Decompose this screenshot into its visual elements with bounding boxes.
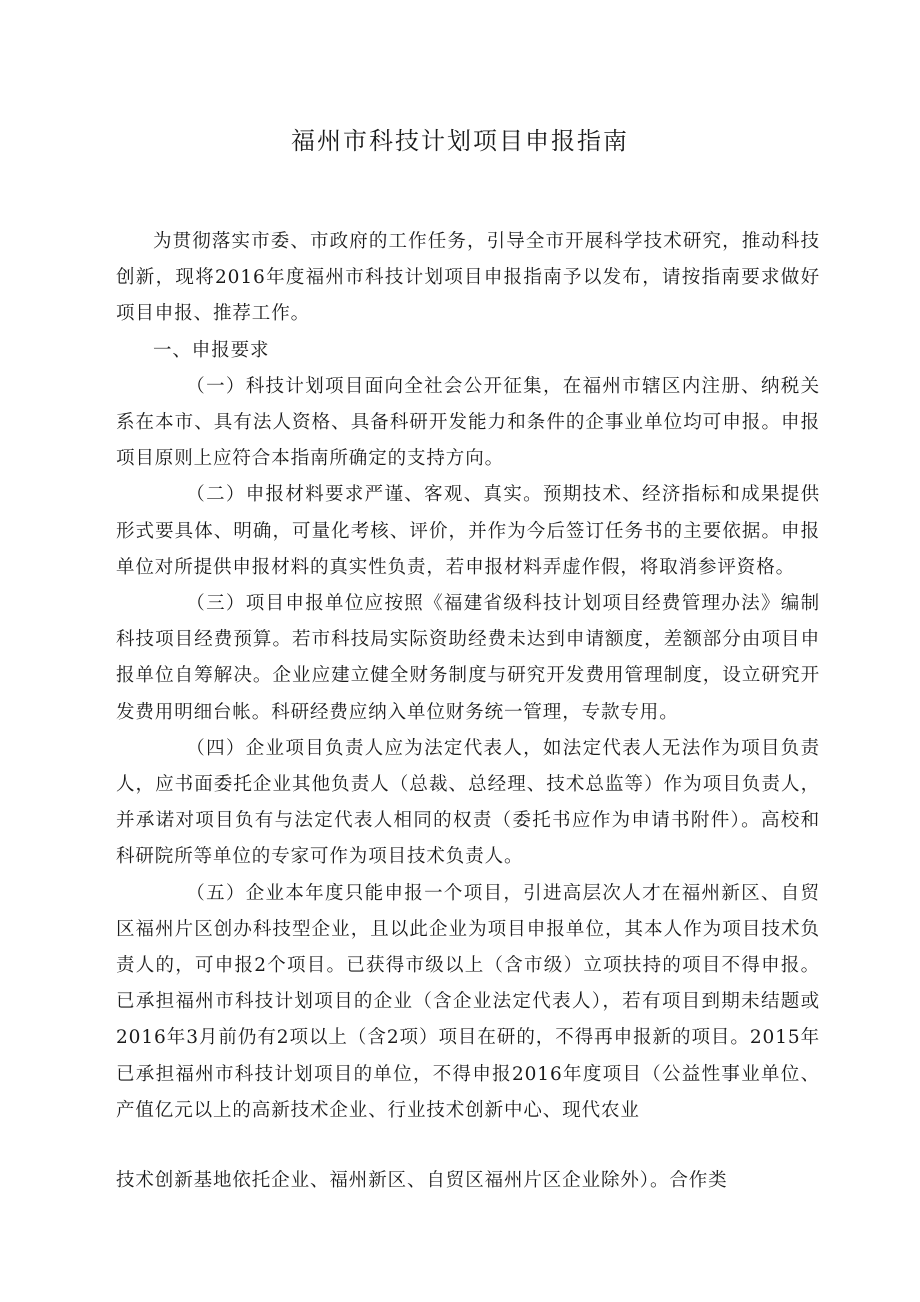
requirement-item-1: （一）科技计划项目面向全社会公开征集，在福州市辖区内注册、纳税关系在本市、具有法人资格、具备科研开发能力和条件的企事业单位均可申报。申报项目原则上应符合本指南所确定的支持方向。 (116, 375, 820, 470)
requirement-item-3: （三）项目申报单位应按照《福建省级科技计划项目经费管理办法》编制科技项目经费预算。若市科技局实际资助经费未达到申请额度，差额部分由项目申报单位自筹解决。企业应建立健全财务制度与研究开发费用管理制度，设立研究开发费用明细台帐。科研经费应纳入单位财务统一管理，专款专用。 (116, 593, 820, 723)
intro-paragraph: 为贯彻落实市委、市政府的工作任务，引导全市开展科学技术研究，推动科技创新，现将2016年度福州市科技计划项目申报指南予以发布，请按指南要求做好项目申报、推荐工作。 (116, 231, 820, 325)
document-title: 福州市科技计划项目申报指南 (291, 127, 629, 155)
requirement-item-5: （五）企业本年度只能申报一个项目，引进高层次人才在福州新区、自贸区福州片区创办科技型企业，且以此企业为项目申报单位，其本人作为项目技术负责人的，可申报2个项目。已获得市级以上（含市级）立项扶持的项目不得申报。已承担福州市科技计划项目的企业（含企业法定代表人），若有项目到期未结题或2016年3月前仍有2项以上（含2项）项目在研的，不得再申报新的项目。2015年已承担福州市科技计划项目的单位，不得申报2016年度项目（公益性事业单位、产值亿元以上的高新技术企业、行业技术创新中心、现代农业 (116, 882, 820, 1121)
requirement-item-2: （二）申报材料要求严谨、客观、真实。预期技术、经济指标和成果提供形式要具体、明确，可量化考核、评价，并作为今后签订任务书的主要依据。申报单位对所提供申报材料的真实性负责，若申报材料弄虚作假，将取消参评资格。 (116, 484, 820, 578)
requirement-item-4: （四）企业项目负责人应为法定代表人，如法定代表人无法作为项目负责人，应书面委托企业其他负责人（总裁、总经理、技术总监等）作为项目负责人，并承诺对项目负有与法定代表人相同的权责（委托书应作为申请书附件）。高校和科研院所等单位的专家可作为项目技术负责人。 (116, 737, 820, 868)
document-body (116, 224, 820, 1129)
section-heading-requirements: 一、申报要求 (153, 339, 270, 361)
continuation-line: 技术创新基地依托企业、福州新区、自贸区福州片区企业除外）。合作类 (116, 1170, 728, 1191)
